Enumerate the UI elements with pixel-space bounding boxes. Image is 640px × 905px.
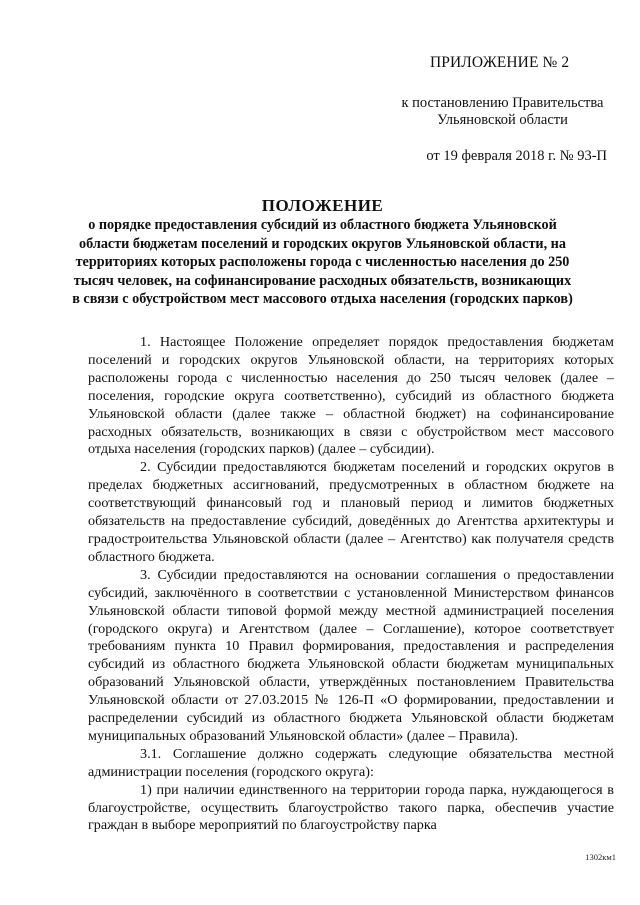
decree-line-1: к постановлению Правительства [401,95,604,111]
document-title [70,196,575,309]
document-body [88,334,614,835]
decree-date: от 19 февраля 2018 г. № 93-П [426,148,607,164]
decree-line-2: Ульяновской области [437,112,568,128]
appendix-label: ПРИЛОЖЕНИЕ № 2 [430,54,570,71]
paragraph-3-1: 3.1. Соглашение должно содержать следующие обязательства местной администрации поселения (городского округа): [88,745,614,780]
paragraph-3-1-item-1: 1) при наличии единственного на территории города парка, нуждающегося в благоустройстве, осуществить благоустройство такого парка, обеспечив участие граждан в выборе мероприятий по благоустройству парка [88,781,614,834]
paragraph-1: 1. Настоящее Положение определяет порядок предоставления бюджетам поселений и городских округов Ульяновской области, на территориях которых расположены города с численностью населения до 250 тысяч человек (далее – поселения, городские округа соответственно), субсидий из областного бюджета Ульяновской области (далее также – областной бюджет) на софинансирование расходных обязательств, возникающих в связи с обустройством мест массового отдыха населения (городских парков) (далее – субсидии). [88,334,614,458]
paragraph-2: 2. Субсидии предоставляются бюджетам поселений и городских округов в пределах бюджетных ассигнований, предусмотренных в областном бюджете на соответствующий финансовый год и плановый период и лимитов бюджетных обязательств на предоставление субсидий, доведённых до Агентства архитектуры и градостроительства Ульяновской области (далее – Агентство) как получателя средств областного бюджета. [88,459,614,565]
footer-code: 1302км1 [585,852,616,862]
title-subtitle: о порядке предоставления субсидий из областного бюджета Ульяновской области бюджетам поселений и городских округов Ульяновской области, на территориях которых расположены города с численностью населения до 250 тысяч человек, на софинансирование расходных обязательств, возникающих в связи с обустройством мест массового отдыха населения (городских парков) [72,217,573,308]
title-heading: ПОЛОЖЕНИЕ [261,196,384,215]
decree-reference [390,95,615,165]
paragraph-3: 3. Субсидии предоставляются на основании соглашения о предоставлении субсидий, заключённого в соответствии с установленной Министерством финансов Ульяновской области типовой формой между местной администрацией поселения (городского округа) и Агентством (далее – Соглашение), которое соответствует требованиям пункта 10 Правил формирования, предоставления и распределения субсидий из областного бюджета Ульяновской области бюджетам муниципальных образований Ульяновской области, утверждённых постановлением Правительства Ульяновской области от 27.03.2015 № 126-П «О формировании, предоставлении и распределении субсидий из областного бюджета Ульяновской области бюджетам муниципальных образований Ульяновской области» (далее – Правила). [88,566,614,744]
